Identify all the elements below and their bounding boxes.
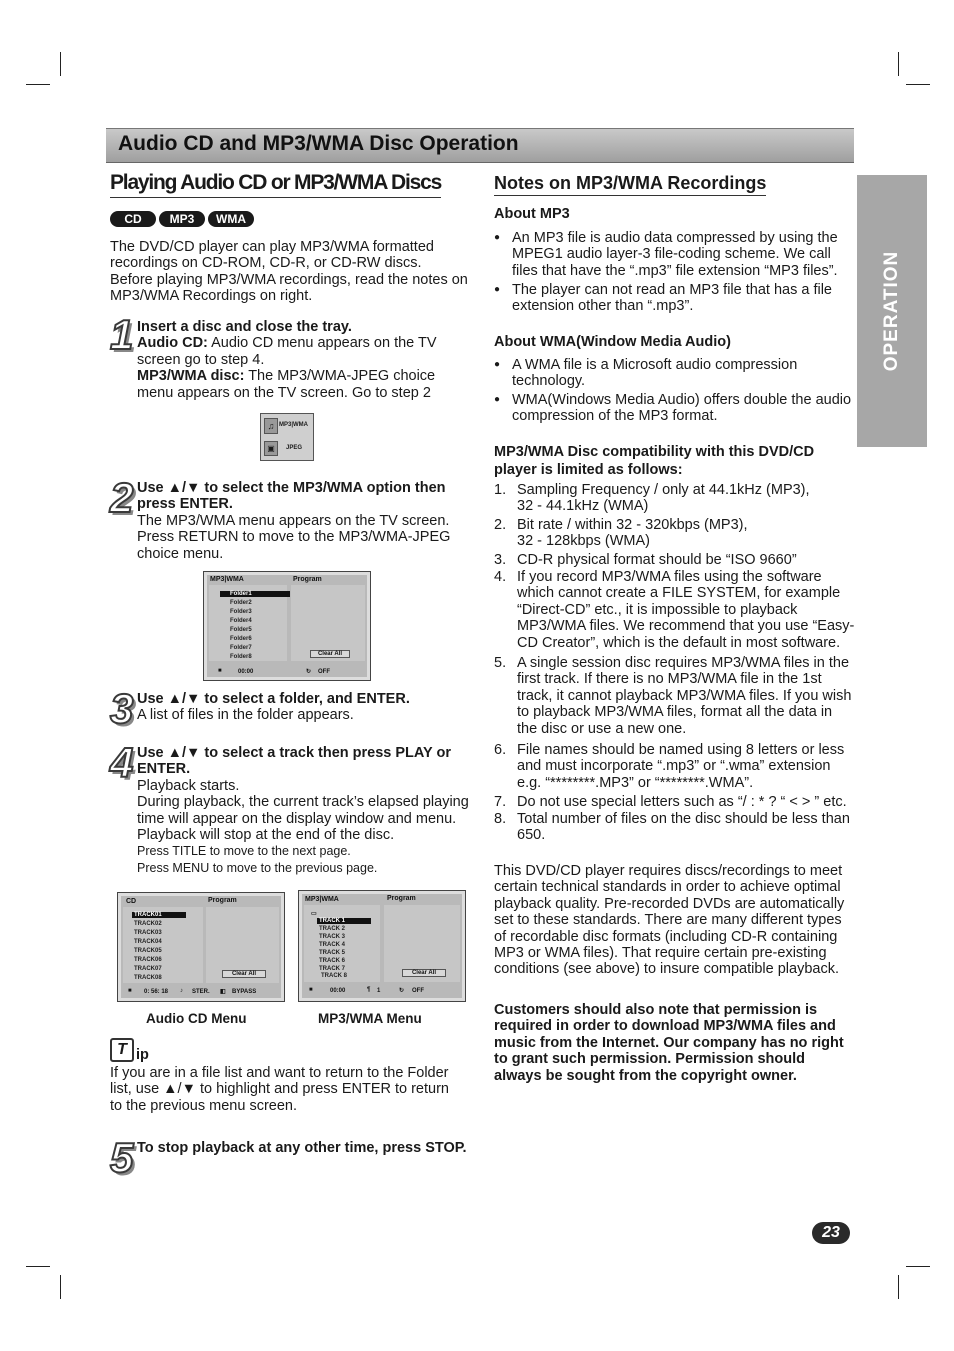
crop-mark bbox=[906, 84, 930, 85]
compat-item bbox=[494, 742, 856, 791]
elapsed-time: 00:00 bbox=[238, 669, 254, 675]
repeat-mode: OFF bbox=[412, 988, 424, 994]
section-title: Audio CD and MP3/WMA Disc Operation bbox=[118, 132, 519, 155]
program-label: Program bbox=[293, 576, 322, 583]
mp3-disc-label: MP3/WMA disc: bbox=[137, 368, 245, 385]
folder-item[interactable]: Folder7 bbox=[230, 645, 252, 651]
track-item[interactable]: TRACK 6 bbox=[319, 958, 346, 964]
badge-mp3: MP3 bbox=[159, 211, 205, 227]
item-number: 4. bbox=[494, 569, 507, 585]
about-wma-title: About WMA(Window Media Audio) bbox=[494, 334, 731, 350]
stereo-label: STER. bbox=[192, 989, 210, 995]
operation-side-tab bbox=[857, 175, 927, 447]
compat-item bbox=[494, 655, 856, 737]
left-heading: Playing Audio CD or MP3/WMA Discs bbox=[110, 171, 441, 198]
clear-all-button[interactable]: Clear All bbox=[222, 970, 266, 978]
item-number: 5. bbox=[494, 655, 507, 671]
caption-mp3-wma-menu: MP3/WMA Menu bbox=[318, 1011, 422, 1026]
folder-item[interactable]: Folder3 bbox=[230, 609, 252, 615]
elapsed-time: 00:00 bbox=[330, 988, 346, 994]
track-item[interactable]: TRACK 5 bbox=[319, 950, 346, 956]
step-2-body: The MP3/WMA menu appears on the TV screen. Press RETURN to move to the MP3/WMA-JPEG choice menu. bbox=[137, 512, 451, 562]
track-counter: 1 bbox=[377, 988, 381, 994]
track-item[interactable]: TRACK 4 bbox=[319, 942, 346, 948]
item-text: Total number of files on the disc should be less than 650. bbox=[517, 811, 850, 844]
wma-bullet: ● A WMA file is a Microsoft audio compression technology. bbox=[512, 357, 812, 390]
section-banner bbox=[106, 128, 854, 163]
intro-line: The DVD/CD player can play MP3/WMA formatted bbox=[110, 239, 434, 255]
step-number-4: 4 bbox=[110, 739, 134, 786]
item-text: Bit rate / within 32 - 320kbps (MP3), 32 - 128kbps (WMA) bbox=[517, 517, 748, 550]
tip-text: If you are in a file list and want to return to the Folder list, use ▲/▼ to highlight and press ENTER to return to the previous menu screen. bbox=[110, 1065, 449, 1114]
compat-title-2: player is limited as follows: bbox=[494, 462, 683, 478]
compat-item bbox=[494, 794, 856, 810]
audio-cd-text: Audio CD menu appears on the TV screen go to step 4. bbox=[137, 335, 437, 368]
menu-title: MP3|WMA bbox=[305, 896, 339, 903]
page-number: 23 bbox=[812, 1222, 850, 1244]
item-number: 7. bbox=[494, 794, 507, 810]
item-number: 1. bbox=[494, 482, 507, 498]
item-text: File names should be named using 8 letters or less and must incorporate “.mp3” or “.wma” extension e.g. “********.MP3” or “********.WMA”. bbox=[517, 742, 845, 791]
wma-bullet: ● WMA(Windows Media Audio) offers double the audio compression of the MP3 format. bbox=[512, 392, 856, 425]
step-number-3: 3 bbox=[110, 685, 134, 732]
intro-paragraph bbox=[110, 239, 472, 305]
compat-item bbox=[494, 811, 856, 844]
crop-mark bbox=[906, 1266, 930, 1267]
photo-icon: ▣ bbox=[264, 441, 278, 456]
choice-option-jpeg[interactable]: JPEG bbox=[286, 445, 303, 451]
crop-mark bbox=[26, 84, 50, 85]
clear-all-button[interactable]: Clear All bbox=[310, 650, 350, 658]
step-4-text bbox=[137, 745, 472, 876]
menu-title: MP3|WMA bbox=[210, 576, 244, 583]
track-item[interactable]: TRACK04 bbox=[134, 939, 162, 945]
folder-item[interactable]: Folder1 bbox=[220, 591, 290, 597]
stop-icon: ■ bbox=[309, 987, 313, 993]
item-number: 6. bbox=[494, 742, 507, 758]
track-item[interactable]: TRACK02 bbox=[134, 921, 162, 927]
about-mp3-title: About MP3 bbox=[494, 206, 570, 222]
mp3-bullet: ● An MP3 file is audio data compressed by using the MPEG1 audio layer-3 file-coding scheme. We call files that have the “.mp3” file extension “MP3 files”. bbox=[512, 230, 856, 279]
caption-audio-cd-menu: Audio CD Menu bbox=[146, 1011, 247, 1026]
notes-heading: Notes on MP3/WMA Recordings bbox=[494, 173, 766, 196]
step-4-title: Use ▲/▼ to select a track then press PLAY or ENTER. bbox=[137, 745, 451, 778]
crop-mark bbox=[898, 52, 899, 76]
compat-title-1: MP3/WMA Disc compatibility with this DVD/CD bbox=[494, 444, 815, 460]
step-number-2: 2 bbox=[110, 474, 134, 521]
stop-icon: ■ bbox=[128, 988, 132, 994]
compat-item bbox=[494, 517, 756, 550]
item-text: If you record MP3/WMA files using the software which cannot create a FILE SYSTEM, for example “Direct-CD” etc., it is impossible to playback MP3/WMA files. We recommend that you use “Easy-CD Creator”, which is the default in most software. bbox=[517, 569, 855, 651]
repeat-mode: OFF bbox=[318, 669, 330, 675]
item-number: 2. bbox=[494, 517, 507, 533]
mp3-disc-text: The MP3/WMA-JPEG choice menu appears on the TV screen. Go to step 2 bbox=[137, 368, 436, 401]
choice-option-mp3[interactable]: MP3|WMA bbox=[279, 422, 309, 428]
intro-line: Before playing MP3/WMA recordings, read the notes on bbox=[110, 271, 468, 288]
item-number: 3. bbox=[494, 552, 507, 568]
step-number-1: 1 bbox=[110, 311, 134, 358]
stereo-icon: ♪ bbox=[180, 988, 183, 994]
folder-item[interactable]: Folder8 bbox=[230, 654, 252, 660]
repeat-icon: ↻ bbox=[399, 988, 405, 994]
audio-cd-menu-screen bbox=[117, 892, 285, 1002]
program-label: Program bbox=[208, 897, 237, 904]
step-2-title: Use ▲/▼ to select the MP3/WMA option then press ENTER. bbox=[137, 480, 446, 513]
speaker-icon: ◧ bbox=[220, 989, 226, 995]
step-1-title: Insert a disc and close the tray. bbox=[137, 319, 352, 335]
permission-paragraph: Customers should also note that permission is required in order to download MP3/WMA files and music from the Internet. Our company has no right to grant such permission. Permission should always be sought from the copyright owner. bbox=[494, 1002, 844, 1084]
compat-item bbox=[494, 482, 816, 515]
compat-item bbox=[494, 552, 856, 568]
mp3-bullet: ● The player can not read an MP3 file that has a file extension other than “.mp3”. bbox=[512, 282, 856, 315]
track-item[interactable]: TRACK 2 bbox=[319, 926, 346, 932]
track-item[interactable]: TRACK03 bbox=[134, 930, 162, 936]
audio-cd-label: Audio CD: bbox=[137, 335, 208, 352]
bypass-label: BYPASS bbox=[232, 989, 257, 995]
requirements-paragraph: This DVD/CD player requires discs/recordings to meet certain technical standards in order to achieve optimal playback quality. Pre-recorded DVDs are automatically set to these standards. There are many different types of recordable disc formats (including CD-R containing MP3 or WMA files). That require certain pre-existing conditions (see above) to insure compatible playback. bbox=[494, 863, 845, 978]
elapsed-time: 0: 56: 18 bbox=[144, 989, 169, 995]
side-tab-label: OPERATION bbox=[881, 250, 902, 372]
track-item[interactable]: TRACK05 bbox=[134, 948, 162, 954]
item-text: CD-R physical format should be “ISO 9660” bbox=[517, 552, 797, 568]
mp3-wma-menu-screen bbox=[298, 890, 466, 1002]
up-folder-icon[interactable]: ▭ bbox=[311, 911, 317, 917]
crop-mark bbox=[26, 1266, 50, 1267]
clear-all-button[interactable]: Clear All bbox=[402, 969, 446, 977]
track-item[interactable]: TRACK 3 bbox=[319, 934, 346, 940]
track-item[interactable]: TRACK 7 bbox=[319, 966, 346, 972]
tip-label: ip bbox=[136, 1047, 149, 1063]
intro-line: recordings on CD-ROM, CD-R, or CD-RW discs. bbox=[110, 255, 422, 272]
choice-menu-screen bbox=[260, 413, 314, 461]
step-2-text bbox=[137, 480, 462, 562]
step-4-small-1: Press TITLE to move to the next page. bbox=[137, 844, 351, 859]
step-number-5: 5 bbox=[110, 1134, 134, 1181]
item-text: Do not use special letters such as “/ : * ? “ < > ” etc. bbox=[517, 794, 847, 810]
folder-menu-screen bbox=[203, 571, 371, 681]
step-4-small-2: Press MENU to move to the previous page. bbox=[137, 860, 378, 875]
folder-item[interactable]: Folder2 bbox=[230, 600, 252, 606]
step-5-title: To stop playback at any other time, press STOP. bbox=[137, 1140, 467, 1156]
crop-mark bbox=[60, 1275, 61, 1299]
track-counter-icon: ¶ bbox=[367, 987, 371, 993]
folder-item[interactable]: Folder6 bbox=[230, 636, 252, 642]
track-item[interactable]: TRACK 8 bbox=[321, 973, 348, 979]
repeat-icon: ↻ bbox=[306, 669, 312, 675]
step-4-body-1: Playback starts. bbox=[137, 777, 240, 794]
track-item[interactable]: TRACK07 bbox=[134, 966, 162, 972]
track-item[interactable]: TRACK01 bbox=[132, 912, 186, 918]
crop-mark bbox=[898, 1275, 899, 1299]
step-1-text bbox=[137, 319, 467, 401]
tip-icon: T bbox=[110, 1038, 134, 1062]
step-3-title: Use ▲/▼ to select a folder, and ENTER. bbox=[137, 691, 410, 707]
crop-mark bbox=[60, 52, 61, 76]
item-text: A single session disc requires MP3/WMA files in the first track. If there is no MP3/WMA file in the 1st track, it cannot playback MP3/WMA files. If you wish to playback MP3/WMA files, format all the data in the disc or use a new one. bbox=[517, 655, 852, 737]
track-item[interactable]: TRACK 1 bbox=[317, 918, 371, 924]
stop-icon: ■ bbox=[218, 668, 222, 674]
badge-wma: WMA bbox=[208, 211, 254, 227]
intro-line: MP3/WMA Recordings on right. bbox=[110, 288, 313, 305]
step-3-body: A list of files in the folder appears. bbox=[137, 707, 354, 724]
menu-title: CD bbox=[126, 898, 137, 905]
item-text: Sampling Frequency / only at 44.1kHz (MP3), 32 - 44.1kHz (WMA) bbox=[517, 482, 810, 515]
folder-item[interactable]: Folder5 bbox=[230, 627, 252, 633]
badge-cd: CD bbox=[110, 211, 156, 227]
item-number: 8. bbox=[494, 811, 507, 827]
compat-item bbox=[494, 569, 856, 651]
program-label: Program bbox=[387, 895, 416, 902]
step-3-text bbox=[137, 691, 467, 724]
track-item[interactable]: TRACK06 bbox=[134, 957, 162, 963]
step-4-body-2: During playback, the current track’s elapsed playing time will appear on the display window and menu. Playback will stop at the end of the disc. bbox=[137, 794, 469, 844]
track-item[interactable]: TRACK08 bbox=[134, 975, 162, 981]
music-icon: ♫ bbox=[264, 418, 278, 434]
folder-item[interactable]: Folder4 bbox=[230, 618, 252, 624]
